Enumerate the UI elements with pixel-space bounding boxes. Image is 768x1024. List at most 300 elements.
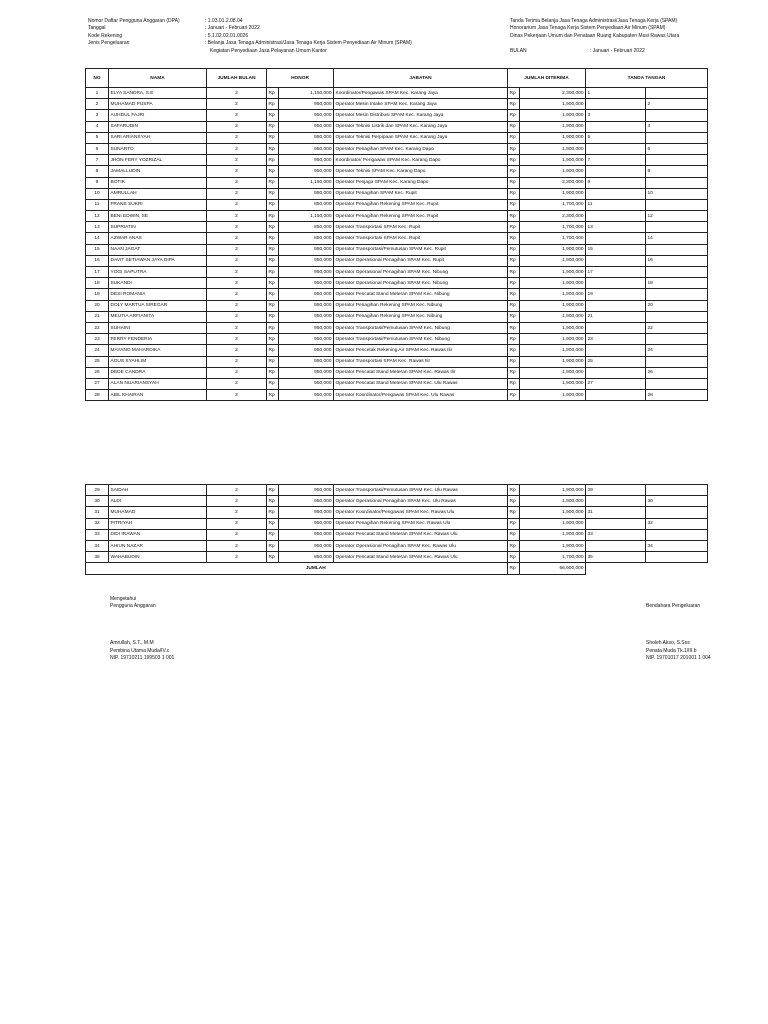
signature-slot bbox=[586, 143, 646, 154]
signature-slot bbox=[586, 99, 646, 110]
header-value: : Januari - Februari 2022 bbox=[205, 25, 260, 32]
honor-amount: 950,000 bbox=[279, 110, 334, 121]
col-header-jabatan: JABATAN bbox=[334, 69, 508, 88]
honor-currency: Rp bbox=[267, 518, 279, 529]
honor-amount: 950,000 bbox=[279, 132, 334, 143]
position: Koordinator/ Pengawas SPAM Kec. Karang Dapo bbox=[334, 155, 508, 166]
received-currency: Rp bbox=[508, 132, 520, 143]
honor-amount: 850,000 bbox=[279, 222, 334, 233]
month-count: 2 bbox=[207, 99, 267, 110]
signature-slot: 6 bbox=[646, 143, 708, 154]
payment-table-continued bbox=[85, 484, 708, 575]
header-label: Tanggal bbox=[88, 25, 106, 32]
honor-amount: 950,000 bbox=[279, 507, 334, 518]
month-count: 2 bbox=[207, 289, 267, 300]
signature-slot: 26 bbox=[646, 367, 708, 378]
month-count: 2 bbox=[207, 155, 267, 166]
month-count: 2 bbox=[207, 518, 267, 529]
received-amount: 2,300,000 bbox=[520, 88, 586, 99]
employee-name: DAVIT SETIAWAN JAYA DIPA bbox=[109, 255, 207, 266]
honor-amount: 950,000 bbox=[279, 322, 334, 333]
received-currency: Rp bbox=[508, 540, 520, 551]
signature-slot: 13 bbox=[586, 222, 646, 233]
row-number: 1 bbox=[86, 88, 109, 99]
signature-slot: 32 bbox=[646, 518, 708, 529]
table-row bbox=[86, 322, 708, 333]
honor-currency: Rp bbox=[267, 311, 279, 322]
col-header-honor: HONOR bbox=[267, 69, 334, 88]
honor-amount: 950,000 bbox=[279, 334, 334, 345]
received-amount: 1,900,000 bbox=[520, 518, 586, 529]
signature-slot bbox=[646, 529, 708, 540]
signature-slot bbox=[646, 199, 708, 210]
received-currency: Rp bbox=[508, 255, 520, 266]
signature-slot: 22 bbox=[646, 322, 708, 333]
received-currency: Rp bbox=[508, 390, 520, 401]
row-number: 26 bbox=[86, 367, 109, 378]
col-header-no: NO bbox=[86, 69, 109, 88]
signature-slot bbox=[586, 322, 646, 333]
row-number: 33 bbox=[86, 529, 109, 540]
position: Operator Teknisi Perpipaan SPAM Kec. Karang Jaya bbox=[334, 132, 508, 143]
position: Operator Penagihan Rekening SPAM Kec. Nibung bbox=[334, 311, 508, 322]
received-currency: Rp bbox=[508, 199, 520, 210]
received-currency: Rp bbox=[508, 99, 520, 110]
position: Operator Penagihan Rekening SPAM Kec. Rupit bbox=[334, 199, 508, 210]
received-amount: 1,900,000 bbox=[520, 378, 586, 389]
month-count: 2 bbox=[207, 267, 267, 278]
position: Operator Pencatat Stand Meteran SPAM Kec. Nibung bbox=[334, 289, 508, 300]
signer-name: Sholeh Akso, S.Sos bbox=[646, 640, 690, 647]
received-currency: Rp bbox=[508, 278, 520, 289]
received-currency: Rp bbox=[508, 121, 520, 132]
header-right bbox=[510, 18, 679, 55]
honor-currency: Rp bbox=[267, 529, 279, 540]
honor-currency: Rp bbox=[267, 99, 279, 110]
month-count: 2 bbox=[207, 199, 267, 210]
honor-currency: Rp bbox=[267, 244, 279, 255]
row-number: 3 bbox=[86, 110, 109, 121]
honor-amount: 850,000 bbox=[279, 552, 334, 563]
received-amount: 1,900,000 bbox=[520, 155, 586, 166]
honor-currency: Rp bbox=[267, 289, 279, 300]
employee-name: DESI ROMANIA bbox=[109, 289, 207, 300]
received-amount: 1,900,000 bbox=[520, 356, 586, 367]
received-amount: 1,900,000 bbox=[520, 110, 586, 121]
honor-currency: Rp bbox=[267, 356, 279, 367]
row-number: 2 bbox=[86, 99, 109, 110]
row-number: 15 bbox=[86, 244, 109, 255]
position: Operator Penagihan SPAM Kec. Rupit bbox=[334, 188, 508, 199]
honor-currency: Rp bbox=[267, 322, 279, 333]
honor-currency: Rp bbox=[267, 552, 279, 563]
row-number: 8 bbox=[86, 166, 109, 177]
received-currency: Rp bbox=[508, 356, 520, 367]
employee-name: SUHAINI bbox=[109, 322, 207, 333]
honor-amount: 950,000 bbox=[279, 278, 334, 289]
month-count: 2 bbox=[207, 132, 267, 143]
employee-name: ELYA SANDRA, S.E bbox=[109, 88, 207, 99]
header-label: Kode Rekening bbox=[88, 32, 123, 39]
honor-currency: Rp bbox=[267, 199, 279, 210]
received-currency: Rp bbox=[508, 267, 520, 278]
honor-currency: Rp bbox=[267, 155, 279, 166]
signature-slot bbox=[586, 300, 646, 311]
row-number: 32 bbox=[86, 518, 109, 529]
employee-name: SARI ARIANSYAH bbox=[109, 132, 207, 143]
table-row bbox=[86, 99, 708, 110]
employee-name: AUHDUL FAJRI bbox=[109, 110, 207, 121]
table-row bbox=[86, 518, 708, 529]
received-amount: 1,900,000 bbox=[520, 345, 586, 356]
position: Operator Transportasi/Pemutusan SPAM Kec. Ulu Rawas bbox=[334, 485, 508, 496]
honor-currency: Rp bbox=[267, 267, 279, 278]
honor-amount: 950,000 bbox=[279, 143, 334, 154]
received-amount: 1,900,000 bbox=[520, 278, 586, 289]
header-subline: Kegiatan Penyediaan Jasa Pelayanan Umum Kantor bbox=[210, 47, 327, 54]
position: Operator Pencatat Stand Meteran SPAM Kec. Ulu Rawas bbox=[334, 378, 508, 389]
signature-left bbox=[110, 596, 174, 663]
month-count: 2 bbox=[207, 507, 267, 518]
received-amount: 1,900,000 bbox=[520, 143, 586, 154]
received-amount: 1,900,000 bbox=[520, 367, 586, 378]
signature-slot bbox=[586, 211, 646, 222]
received-amount: 1,900,000 bbox=[520, 390, 586, 401]
position: Operator Penagihan Rekening SPAM Kec. Rawas Ulu bbox=[334, 518, 508, 529]
month-count: 2 bbox=[207, 540, 267, 551]
month-count: 2 bbox=[207, 345, 267, 356]
employee-name: SUKANDI bbox=[109, 278, 207, 289]
row-number: 31 bbox=[86, 507, 109, 518]
table-row bbox=[86, 378, 708, 389]
header-label: Nomor Daftar Pengguna Anggaran (DPA) bbox=[88, 18, 180, 24]
signature-slot: 7 bbox=[586, 155, 646, 166]
honor-currency: Rp bbox=[267, 345, 279, 356]
position: Operator Operasional Penagihan SPAM Kec. Nibung bbox=[334, 267, 508, 278]
honor-amount: 950,000 bbox=[279, 390, 334, 401]
total-label: JUMLAH bbox=[86, 563, 508, 574]
total-row bbox=[86, 563, 708, 574]
received-currency: Rp bbox=[508, 485, 520, 496]
received-currency: Rp bbox=[508, 244, 520, 255]
receipt-subtitle: Honorarium Jasa Tenaga Kerja Sistem Penyediaan Air Minum (SPAM) bbox=[510, 25, 666, 32]
table-row bbox=[86, 155, 708, 166]
honor-amount: 1,150,000 bbox=[279, 177, 334, 188]
received-amount: 1,900,000 bbox=[520, 540, 586, 551]
position: Operator Operasional Penagihan SPAM Kec. Rawas Ulu bbox=[334, 540, 508, 551]
honor-currency: Rp bbox=[267, 88, 279, 99]
signature-slot: 1 bbox=[586, 88, 646, 99]
signature-slot: 33 bbox=[586, 529, 646, 540]
honor-amount: 1,150,000 bbox=[279, 211, 334, 222]
signature-slot: 20 bbox=[646, 300, 708, 311]
signature-slot: 5 bbox=[586, 132, 646, 143]
row-number: 30 bbox=[86, 496, 109, 507]
row-number: 18 bbox=[86, 278, 109, 289]
received-currency: Rp bbox=[508, 334, 520, 345]
employee-name: DOLY MARTUA SIREGAR bbox=[109, 300, 207, 311]
position: Operator Operasional Penagihan SPAM Kec. Nibung bbox=[334, 278, 508, 289]
received-currency: Rp bbox=[508, 311, 520, 322]
header-row bbox=[88, 18, 412, 25]
honor-currency: Rp bbox=[267, 507, 279, 518]
signature-slot bbox=[586, 390, 646, 401]
position: Operator Mesin Distribusi SPAM Kec. Karang Jaya bbox=[334, 110, 508, 121]
position: Operator Operasional Penagihan SPAM Kec. Rupit bbox=[334, 255, 508, 266]
employee-name: MUHAMAD PUSPA bbox=[109, 99, 207, 110]
position: Operator Penagihan SPAM Kec. Karang Dapo bbox=[334, 143, 508, 154]
col-header-jumlah-diterima: JUMLAH DITERIMA bbox=[508, 69, 586, 88]
table-row bbox=[86, 211, 708, 222]
table-row bbox=[86, 390, 708, 401]
employee-name: JHON FERY YOZRIZAL bbox=[109, 155, 207, 166]
signature-slot: 29 bbox=[586, 485, 646, 496]
signature-slot bbox=[646, 334, 708, 345]
table-row bbox=[86, 244, 708, 255]
month-count: 2 bbox=[207, 378, 267, 389]
month-count: 2 bbox=[207, 322, 267, 333]
signer-rank: Pembina Utama Muda/IV.c bbox=[110, 647, 170, 654]
received-amount: 1,900,000 bbox=[520, 188, 586, 199]
signature-slot bbox=[646, 267, 708, 278]
header-value: : Belanja Jasa Tenaga Administrasi/Jasa Tenaga Kerja Sistem Penyediaan Air Minum (SPAM) bbox=[205, 40, 412, 47]
signature-slot bbox=[586, 496, 646, 507]
signature-slot: 14 bbox=[646, 233, 708, 244]
honor-amount: 950,000 bbox=[279, 155, 334, 166]
signature-right bbox=[646, 603, 711, 662]
honor-amount: 950,000 bbox=[279, 529, 334, 540]
employee-name: JAMALLUDIN bbox=[109, 166, 207, 177]
table-row bbox=[86, 311, 708, 322]
honor-currency: Rp bbox=[267, 334, 279, 345]
month-count: 2 bbox=[207, 233, 267, 244]
employee-name: SAFARUDIN bbox=[109, 121, 207, 132]
month-count: 2 bbox=[207, 390, 267, 401]
position: Operator Teknisi SPAM Kec. Karang Dapo bbox=[334, 166, 508, 177]
employee-name: BOTIK bbox=[109, 177, 207, 188]
received-amount: 1,900,000 bbox=[520, 322, 586, 333]
row-number: 27 bbox=[86, 378, 109, 389]
position: Operator Koordinator/Pengawas SPAM Kec. Ulu Rawas bbox=[334, 390, 508, 401]
signature-slot bbox=[586, 188, 646, 199]
honor-amount: 950,000 bbox=[279, 311, 334, 322]
honor-currency: Rp bbox=[267, 367, 279, 378]
table-row bbox=[86, 166, 708, 177]
signature-slot: 34 bbox=[646, 540, 708, 551]
honor-currency: Rp bbox=[267, 255, 279, 266]
table-row bbox=[86, 143, 708, 154]
honor-amount: 950,000 bbox=[279, 300, 334, 311]
row-number: 6 bbox=[86, 143, 109, 154]
signature-slot bbox=[646, 485, 708, 496]
signature-slot bbox=[646, 132, 708, 143]
honor-currency: Rp bbox=[267, 110, 279, 121]
honor-currency: Rp bbox=[267, 300, 279, 311]
table-row bbox=[86, 540, 708, 551]
received-currency: Rp bbox=[508, 188, 520, 199]
received-amount: 1,900,000 bbox=[520, 529, 586, 540]
table-row bbox=[86, 255, 708, 266]
signature-slot bbox=[646, 88, 708, 99]
received-amount: 1,900,000 bbox=[520, 496, 586, 507]
employee-name: FERRY FENDERIA bbox=[109, 334, 207, 345]
signer-role: Bendahara Pengeluaran bbox=[646, 603, 701, 610]
table-row bbox=[86, 88, 708, 99]
honor-amount: 950,000 bbox=[279, 485, 334, 496]
signature-slot: 31 bbox=[586, 507, 646, 518]
signature-slot bbox=[646, 244, 708, 255]
table-row bbox=[86, 552, 708, 563]
signature-slot: 2 bbox=[646, 99, 708, 110]
table-row bbox=[86, 222, 708, 233]
month-count: 2 bbox=[207, 496, 267, 507]
position: Operator Pencatat Stand Meteran SPAM Kec. Rawas Ulu bbox=[334, 552, 508, 563]
received-amount: 1,900,000 bbox=[520, 99, 586, 110]
signature-slot: 9 bbox=[586, 177, 646, 188]
table-body bbox=[86, 485, 708, 563]
row-number: 5 bbox=[86, 132, 109, 143]
row-number: 20 bbox=[86, 300, 109, 311]
total-value: 66,900,000 bbox=[520, 563, 586, 574]
row-number: 10 bbox=[86, 188, 109, 199]
employee-name: NAAN JAGAT bbox=[109, 244, 207, 255]
month-count: 2 bbox=[207, 222, 267, 233]
month-count: 2 bbox=[207, 143, 267, 154]
header-left bbox=[88, 18, 412, 55]
honor-currency: Rp bbox=[267, 211, 279, 222]
honor-amount: 850,000 bbox=[279, 199, 334, 210]
signature-slot: 3 bbox=[586, 110, 646, 121]
received-amount: 1,900,000 bbox=[520, 267, 586, 278]
row-number: 4 bbox=[86, 121, 109, 132]
row-number: 29 bbox=[86, 485, 109, 496]
employee-name: MEUTIA ARFIANITA bbox=[109, 311, 207, 322]
signature-slot: 11 bbox=[586, 199, 646, 210]
month-count: 2 bbox=[207, 166, 267, 177]
position: Operator Penagihan Rekening SPAM Kec. Nibung bbox=[334, 300, 508, 311]
table-row bbox=[86, 188, 708, 199]
position: Operator Transportasi SPAM Kec. Rawas Ilir bbox=[334, 356, 508, 367]
row-number: 23 bbox=[86, 334, 109, 345]
honor-amount: 850,000 bbox=[279, 233, 334, 244]
row-number: 12 bbox=[86, 211, 109, 222]
position: Operator Koordinator/Pengawas SPAM Kec. Rawas Ulu bbox=[334, 507, 508, 518]
received-currency: Rp bbox=[508, 345, 520, 356]
payment-table bbox=[85, 68, 708, 401]
header-row bbox=[88, 40, 412, 47]
table-row bbox=[86, 132, 708, 143]
month-count: 2 bbox=[207, 110, 267, 121]
received-currency: Rp bbox=[508, 110, 520, 121]
received-currency: Rp bbox=[508, 222, 520, 233]
signature-slot bbox=[646, 311, 708, 322]
row-number: 34 bbox=[86, 540, 109, 551]
signature-slot: 12 bbox=[646, 211, 708, 222]
received-amount: 1,900,000 bbox=[520, 244, 586, 255]
signer-nip: NIP. 19710211 199503 1 001 bbox=[110, 655, 175, 662]
received-currency: Rp bbox=[508, 166, 520, 177]
month-count: 2 bbox=[207, 367, 267, 378]
honor-amount: 950,000 bbox=[279, 345, 334, 356]
signature-slot bbox=[646, 356, 708, 367]
signature-slot bbox=[586, 345, 646, 356]
received-currency: Rp bbox=[508, 233, 520, 244]
employee-name: ALAN NUARIANSYAH bbox=[109, 378, 207, 389]
row-number: 7 bbox=[86, 155, 109, 166]
signature-slot: 15 bbox=[586, 244, 646, 255]
table-row bbox=[86, 199, 708, 210]
received-currency: Rp bbox=[508, 529, 520, 540]
bulan-line bbox=[510, 48, 679, 55]
received-amount: 2,300,000 bbox=[520, 177, 586, 188]
table-row bbox=[86, 110, 708, 121]
received-currency: Rp bbox=[508, 322, 520, 333]
honor-currency: Rp bbox=[267, 540, 279, 551]
employee-name: ABIL KHAIRAN bbox=[109, 390, 207, 401]
employee-name: YOGI SAPUTRA bbox=[109, 267, 207, 278]
month-count: 2 bbox=[207, 188, 267, 199]
honor-amount: 950,000 bbox=[279, 99, 334, 110]
row-number: 13 bbox=[86, 222, 109, 233]
received-amount: 1,900,000 bbox=[520, 289, 586, 300]
col-header-nama: NAMA bbox=[109, 69, 207, 88]
row-number: 22 bbox=[86, 322, 109, 333]
row-number: 14 bbox=[86, 233, 109, 244]
total-currency: Rp bbox=[508, 563, 520, 574]
position: Operator Operasional Penagihan SPAM Kec. Ulu Rawas bbox=[334, 496, 508, 507]
honor-amount: 1,150,000 bbox=[279, 88, 334, 99]
position: Operator Transportasi SPAM Kec. Rupit bbox=[334, 222, 508, 233]
table-row bbox=[86, 345, 708, 356]
employee-name: SAIDAH bbox=[109, 485, 207, 496]
mengetahui-label: Mengetahui bbox=[110, 596, 137, 602]
month-count: 2 bbox=[207, 552, 267, 563]
col-header-tanda-tangan: TANDA TANGAN bbox=[586, 69, 708, 88]
honor-amount: 950,000 bbox=[279, 267, 334, 278]
month-count: 2 bbox=[207, 529, 267, 540]
position: Operator Transportasi/Pemutusan SPAM Kec. Rupit bbox=[334, 244, 508, 255]
month-count: 2 bbox=[207, 311, 267, 322]
signature-slot bbox=[646, 177, 708, 188]
col-header-jumlah-bulan: JUMLAH BULAN bbox=[207, 69, 267, 88]
department-name: Dinas Pekerjaan Umum dan Penataan Ruang Kabupaten Musi Rawas Utara bbox=[510, 32, 680, 39]
row-number: 17 bbox=[86, 267, 109, 278]
signature-slot: 16 bbox=[646, 255, 708, 266]
received-amount: 1,900,000 bbox=[520, 121, 586, 132]
row-number: 19 bbox=[86, 289, 109, 300]
employee-name: FRANS SUKRI bbox=[109, 199, 207, 210]
position: Operator Pencatat Stand Meteran SPAM Kec. Rawas Ulu bbox=[334, 529, 508, 540]
position: Operator Transportasi/Pemutusan SPAM Kec. Nibung bbox=[334, 334, 508, 345]
received-amount: 1,900,000 bbox=[520, 300, 586, 311]
received-amount: 1,900,000 bbox=[520, 255, 586, 266]
signature-slot: 19 bbox=[586, 289, 646, 300]
table-row bbox=[86, 289, 708, 300]
received-amount: 1,700,000 bbox=[520, 233, 586, 244]
signature-slot: 8 bbox=[646, 166, 708, 177]
employee-name: SUNARTO bbox=[109, 143, 207, 154]
signature-slot bbox=[586, 367, 646, 378]
header-row bbox=[88, 33, 412, 40]
received-currency: Rp bbox=[508, 552, 520, 563]
signature-slot bbox=[586, 540, 646, 551]
honor-amount: 950,000 bbox=[279, 540, 334, 551]
signature-slot bbox=[646, 155, 708, 166]
table-row bbox=[86, 334, 708, 345]
table-row bbox=[86, 485, 708, 496]
row-number: 11 bbox=[86, 199, 109, 210]
employee-name: DIDI IRAWAN bbox=[109, 529, 207, 540]
